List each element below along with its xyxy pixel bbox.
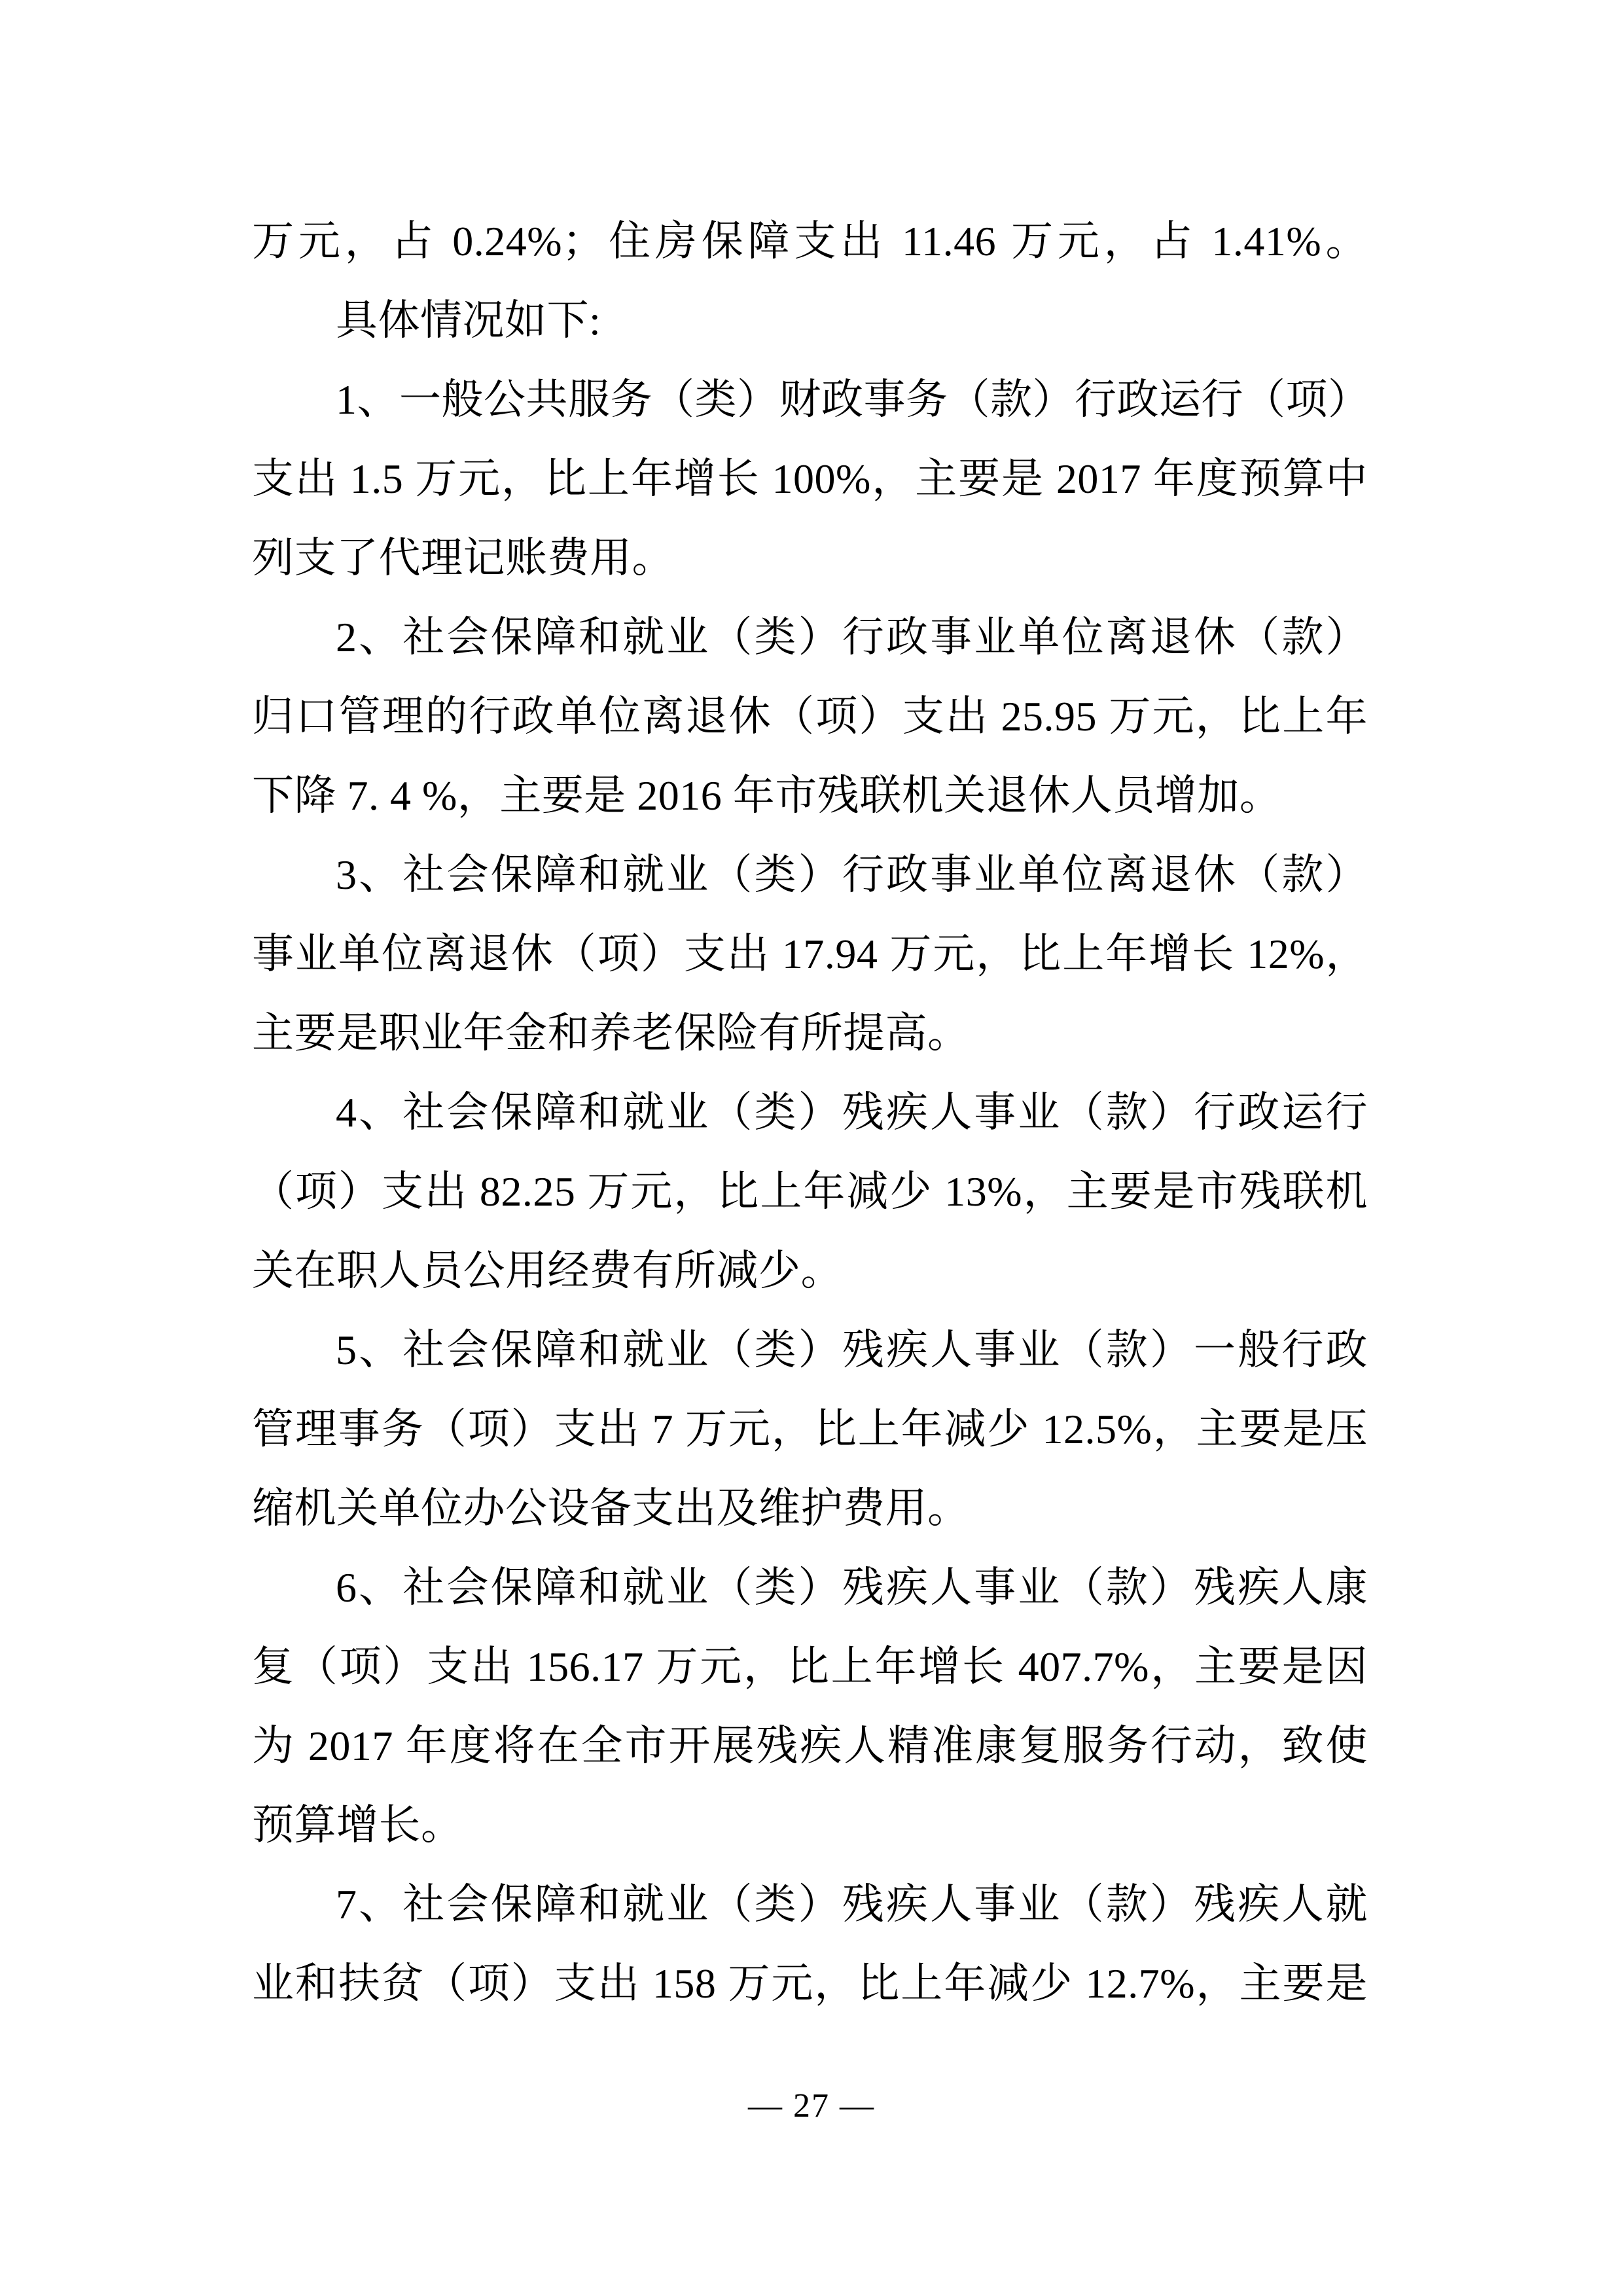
text-line: 下降 7. 4 %，主要是 2016 年市残联机关退休人员增加。 [252,772,1282,819]
paragraph [252,1865,1368,2023]
text-line: 主要是职业年金和养老保险有所提高。 [252,1010,970,1056]
text-line: 7、社会保障和就业（类）残疾人事业（款）残疾人就 [336,1881,1368,1928]
page-number: — 27 — [748,2087,875,2125]
paragraph [252,598,1368,835]
text-line: （项）支出 82.25 万元，比上年减少 13%，主要是市残联机 [252,1168,1368,1215]
text-line: 5、社会保障和就业（类）残疾人事业（款）一般行政 [336,1327,1368,1373]
text-line: 万元，占 0.24%；住房保障支出 11.46 万元，占 1.41%。 [252,218,1368,264]
text-line: 复（项）支出 156.17 万元，比上年增长 407.7%，主要是因 [252,1643,1368,1690]
text-line: 2、社会保障和就业（类）行政事业单位离退休（款） [336,614,1368,660]
text-line: 管理事务（项）支出 7 万元，比上年减少 12.5%，主要是压 [252,1406,1368,1452]
text-line: 预算增长。 [252,1802,463,1848]
text-line: 为 2017 年度将在全市开展残疾人精准康复服务行动，致使 [252,1723,1368,1769]
paragraph [252,1310,1368,1548]
text-line: 关在职人员公用经费有所减少。 [252,1247,843,1294]
text-line: 6、社会保障和就业（类）残疾人事业（款）残疾人康 [336,1564,1368,1611]
page-footer [0,2080,1623,2132]
text-line: 列支了代理记账费用。 [252,535,674,581]
paragraph [252,281,1368,360]
text-line: 事业单位离退休（项）支出 17.94 万元，比上年增长 12%， [252,931,1368,977]
paragraph [252,202,1368,281]
text-line: 4、社会保障和就业（类）残疾人事业（款）行政运行 [336,1089,1368,1136]
text-line: 1、一般公共服务（类）财政事务（款）行政运行（项） [336,376,1370,423]
text-line: 业和扶贫（项）支出 158 万元，比上年减少 12.7%，主要是 [252,1960,1368,2007]
document-body [252,202,1368,2023]
paragraph [252,1548,1368,1865]
text-line: 3、社会保障和就业（类）行政事业单位离退休（款） [336,852,1368,898]
text-line: 支出 1.5 万元，比上年增长 100%，主要是 2017 年度预算中 [252,456,1368,502]
paragraph [252,835,1368,1073]
text-line: 具体情况如下: [336,297,601,344]
text-line: 缩机关单位办公设备支出及维护费用。 [252,1485,970,1532]
text-line: 归口管理的行政单位离退休（项）支出 25.95 万元，比上年 [252,693,1368,740]
paragraph [252,1073,1368,1310]
paragraph [252,360,1368,598]
